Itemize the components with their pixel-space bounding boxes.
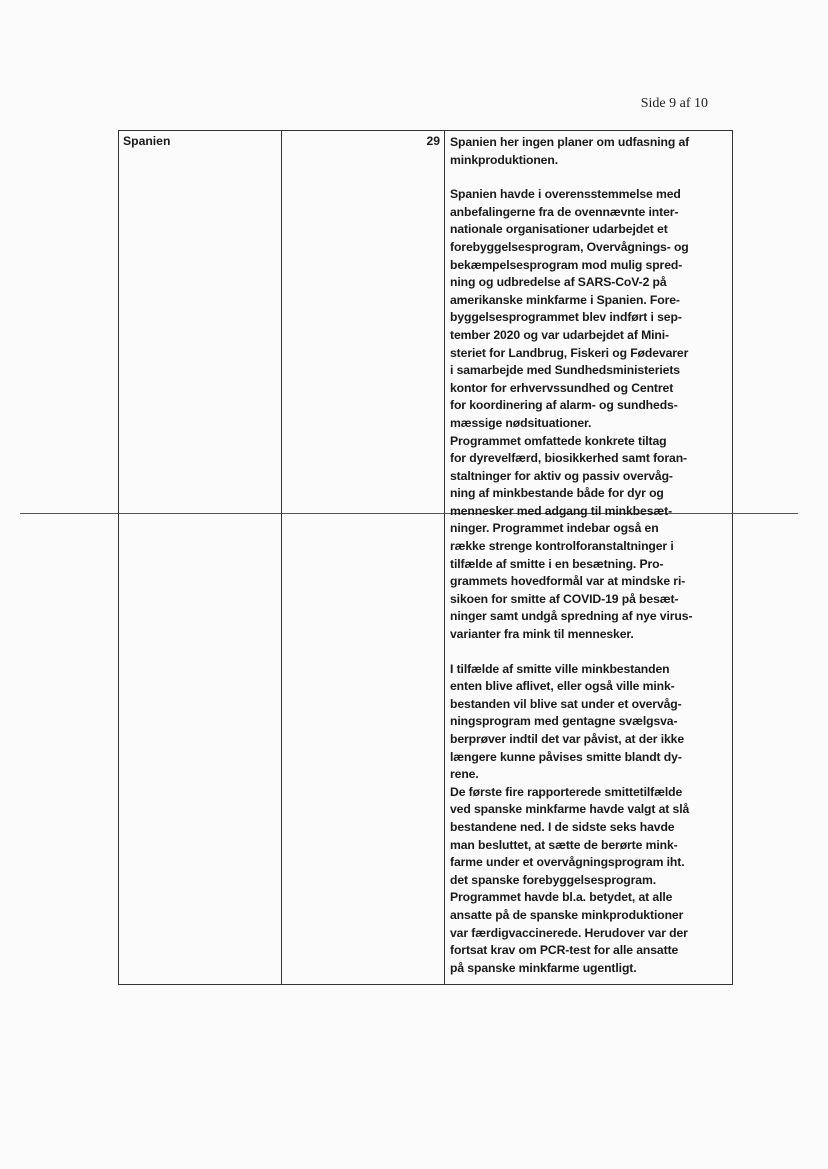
page-number: Side 9 af 10 [640, 96, 708, 111]
table-row [119, 131, 733, 985]
count-cell: 29 [282, 131, 445, 985]
paragraph-gap [450, 169, 728, 186]
description-paragraph-2: Spanien havde i overensstemmelse med anbefalingerne fra de ovennævnte inter- nationale organisationer udarbejdet et forebyggelsesprogram, Overvågnings- og bekæmpelsesprogram mod mulig spred- ning og udbredelse af SARS-CoV-2 på amerikanske minkfarme i Spanien. Fore- byggelsesprogrammet blev indført i sep- tember 2020 og var udarbejdet af Mini- steriet for Landbrug, Fiskeri og Fødevarer i samarbejde med Sundhedsministeriets kontor for erhvervssundhed og Centret for koordinering af alarm- og sundheds- mæssige nødsituationer. Programmet omfattede konkrete tiltag for dyrevelfærd, biosikkerhed samt foran- staltninger for aktiv og passiv overvåg- ning af minkbestande både for dyr og mennesker med adgang til minkbesæt- ninger. Programmet indebar også en række strenge kontrolforanstaltninger i tilfælde af smitte i en besætning. Pro- grammets hovedformål var at mindske ri- sikoen for smitte af COVID-19 på besæt- ninger samt undgå spredning af nye virus- varianter fra mink til mennesker. [450, 187, 693, 642]
description-paragraph-1: Spanien her ingen planer om udfasning af minkproduktionen. [450, 135, 690, 167]
description-paragraph-3: I tilfælde af smitte ville minkbestanden enten blive aflivet, eller også ville mink- bestanden vil blive sat under et overvåg- ningsprogram med gentagne svælgsva- berprøver indtil det var påvist, at der ikke længere kunne påvises smitte blandt dy- rene. De første fire rapporterede smittetilfælde ved spanske minkfarme havde valgt at slå bestandene ned. I de sidste seks havde man besluttet, at sætte de berørte mink- farme under et overvågningsprogram iht. det spanske forebyggelsesprogram. Programmet havde bl.a. betydet, at alle ansatte på de spanske minkproduktioner var færdigvaccinerede. Herudover var der fortsat krav om PCR-test for alle ansatte på spanske minkfarme ugentligt. [450, 661, 690, 975]
country-table [118, 130, 733, 985]
country-cell: Spanien [119, 131, 282, 985]
paragraph-gap [450, 644, 728, 661]
description-cell [445, 131, 733, 985]
